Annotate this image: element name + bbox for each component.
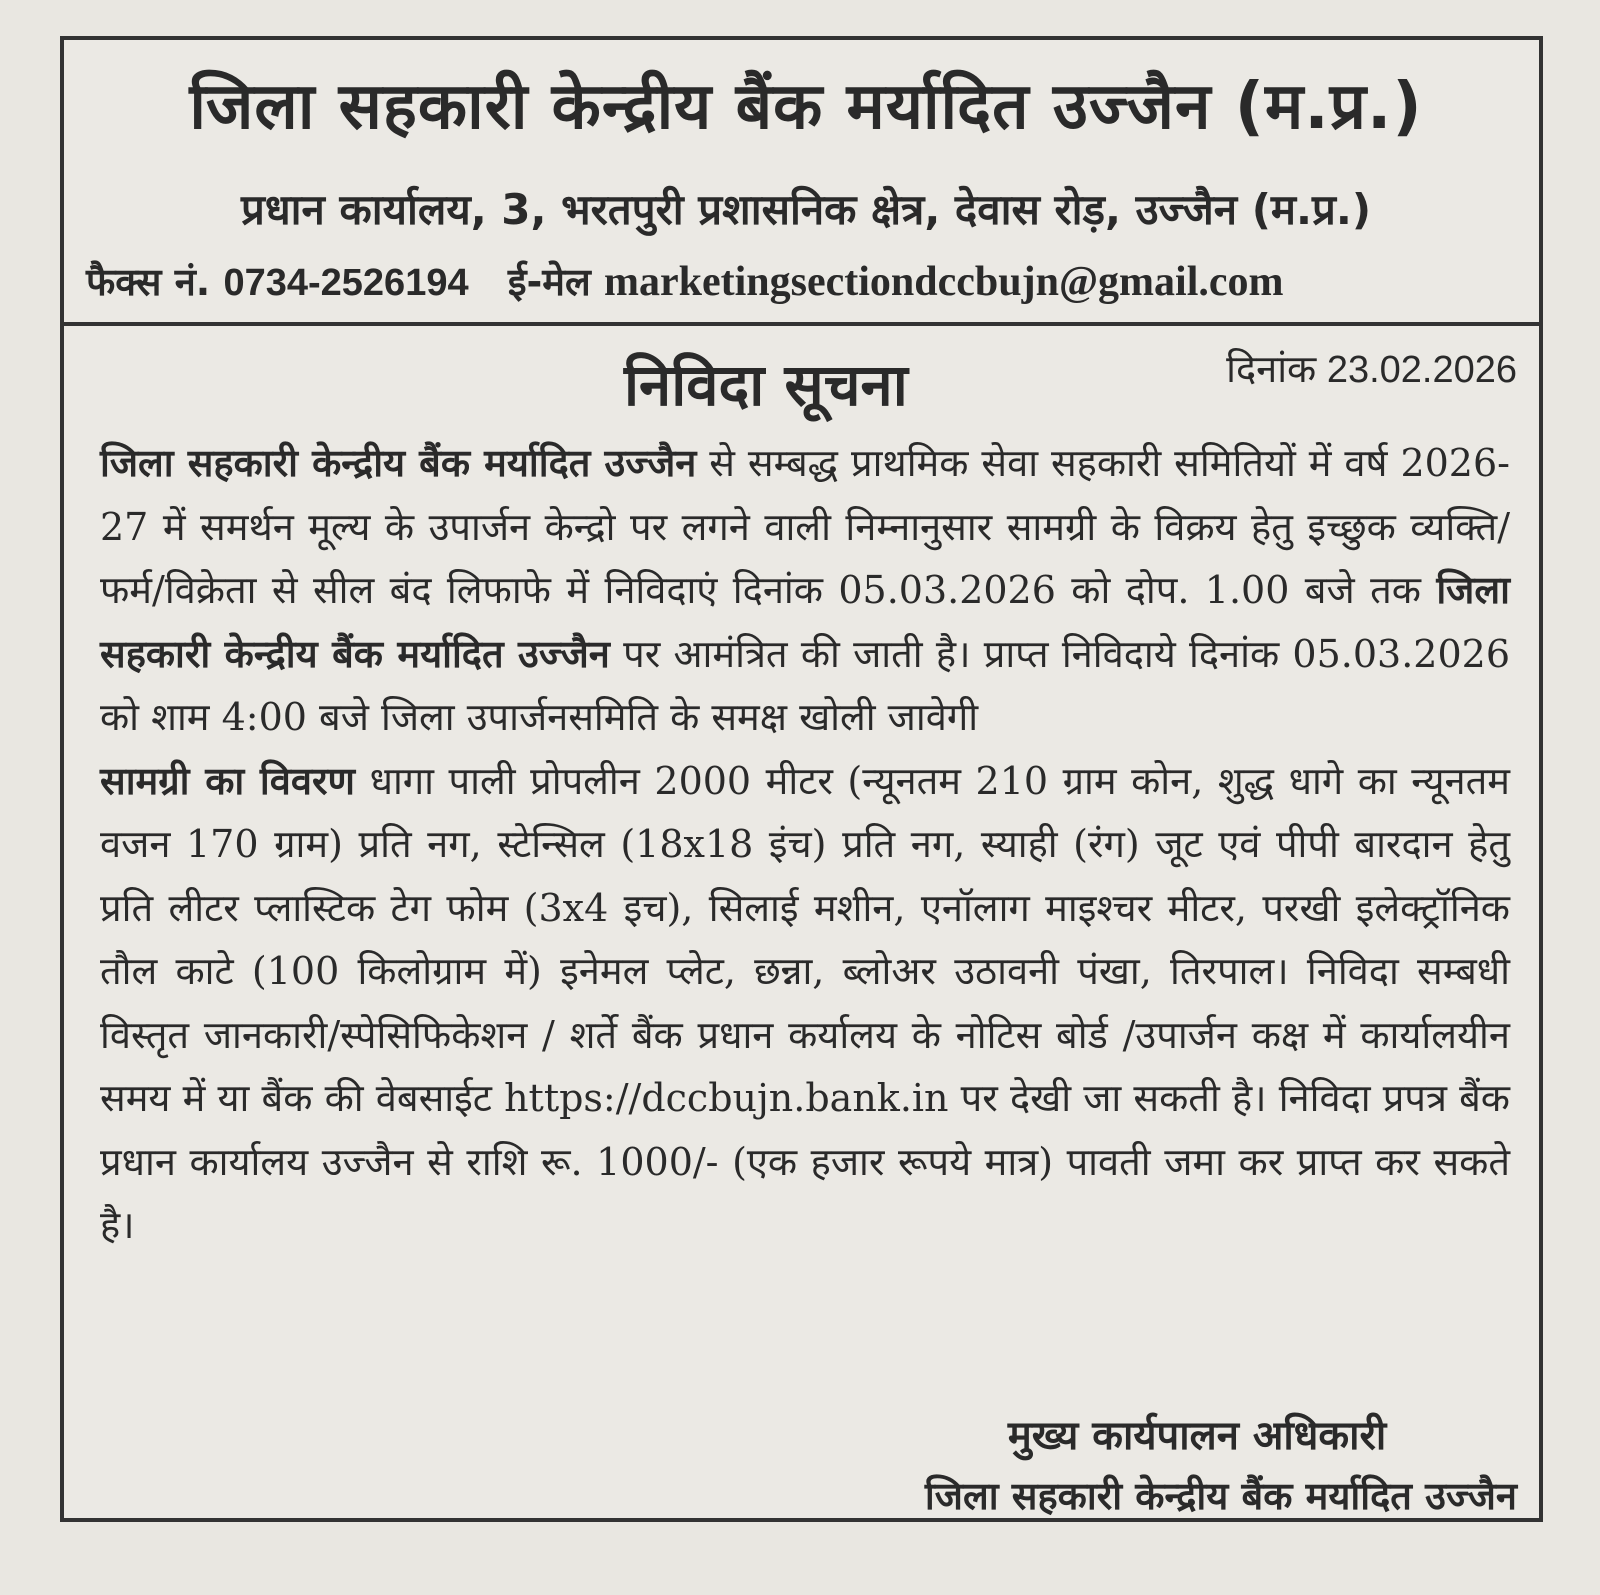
notice-body (100, 432, 1510, 1258)
notice-paragraph-part2: पर आमंत्रित की जाती है। प्राप्त निविदाये दिनांक 05.03.2026 को शाम 4:00 बजे जिला उपार्जनसमिति के समक्ष खोली जावेगी (100, 631, 1510, 739)
notice-paragraph-part1: से सम्बद्ध प्राथमिक सेवा सहकारी समितियों में वर्ष 2026-27 में समर्थन मूल्य के उपार्जन केन्द्रो पर लगने वाली निम्नानुसार सामग्री के विक्रय हेतु इच्छुक व्यक्ति/फर्म/विक्रेता से सील बंद लिफाफे में निविदाएं दिनांक 05.03.2026 को दोप. 1.00 बजे तक (100, 441, 1510, 612)
fax-label: फैक्स नं. (86, 260, 211, 304)
fax-number: 0734-2526194 (223, 262, 469, 304)
items-description: धागा पाली प्रोपलीन 2000 मीटर (न्यूनतम 210 ग्राम कोन, शुद्ध धागे का न्यूनतम वजन 170 ग्राम) प्रति नग, स्टेन्सिल (18x18 इंच) प्रति नग, स्याही (रंग) जूट एवं पीपी बारदान हेतु प्रति लीटर प्लास्टिक टेग फोम (3x4 इच), सिलाई मशीन, एनॉलाग माइश्चर मीटर, परखी इलेक्ट्रॉनिक तौल काटे (100 किलोग्राम में) इनेमल प्लेट, छन्ना, ब्लोअर उठावनी पंखा, तिरपाल। निविदा सम्बधी विस्तृत जानकारी/स्पेसिफिकेशन / शर्ते बैंक प्रधान कर्यालय के नोटिस बोर्ड /उपार्जन कक्ष में कार्यालयीन समय में या बैंक की वेबसाईट https://dccbujn.bank.in पर देखी जा सकती है। निविदा प्रपत्र बैंक प्रधान कार्यालय उज्जैन से राशि रू. 1000/- (एक हजार रूपये मात्र) पावती जमा कर प्राप्त कर सकते है। (100, 758, 1510, 1247)
bank-name-inline: जिला सहकारी केन्द्रीय बैंक मर्यादित उज्जैन (100, 441, 697, 485)
bank-name-heading: जिला सहकारी केन्द्रीय बैंक मर्यादित उज्जैन (म.प्र.) (189, 70, 1423, 144)
email-address: marketingsectiondccbujn@gmail.com (604, 259, 1284, 305)
items-label: सामग्री का विवरण (100, 758, 356, 803)
notice-frame (60, 36, 1543, 1522)
contact-line (86, 252, 1526, 313)
notice-date (1226, 340, 1517, 400)
notice-header (64, 40, 1539, 326)
office-address: प्रधान कार्यालय, 3, भरतपुरी प्रशासनिक क्षेत्र, देवास रोड़, उज्जैन (म.प्र.) (240, 185, 1372, 234)
notice-title: निविदा सूचना (624, 351, 908, 419)
bank-name-inline-2: जिला सहकारी केन्द्रीय बैंक मर्यादित उज्जैन (100, 568, 1510, 676)
signatory-organization: जिला सहकारी केन्द्रीय बैंक मर्यादित उज्जैन (924, 1474, 1517, 1518)
date-value: 23.02.2026 (1326, 349, 1517, 391)
date-label: दिनांक (1226, 349, 1317, 391)
signature-block (817, 1406, 1517, 1526)
signatory-title: मुख्य कार्यपालन अधिकारी (1007, 1413, 1387, 1459)
email-label: ई-मेल (507, 260, 591, 304)
